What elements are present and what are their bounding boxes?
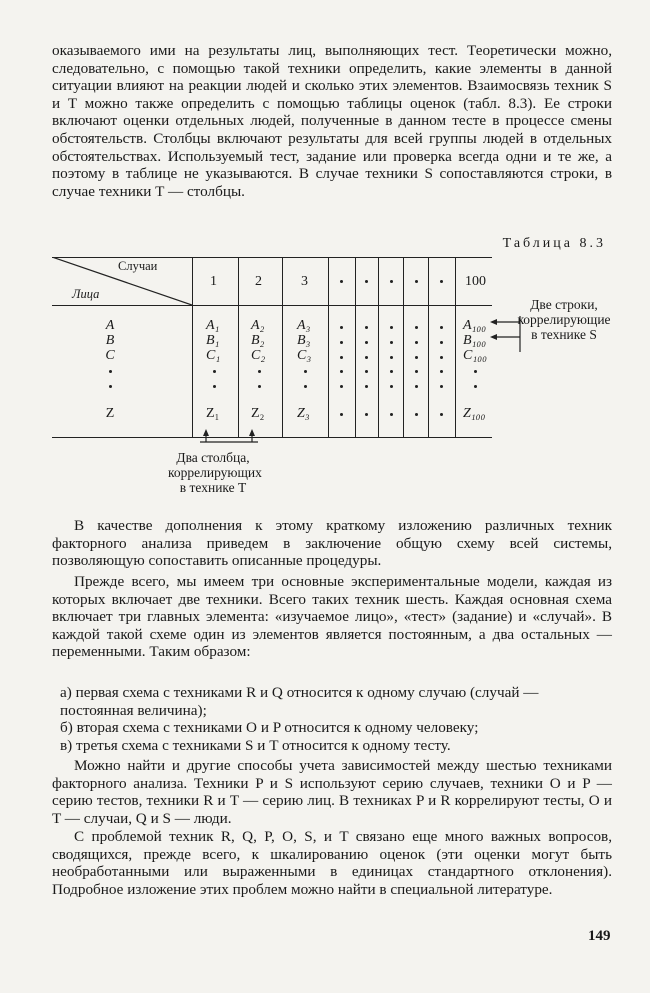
ellipsis-dot: [258, 370, 261, 373]
table-cell: B₁₀₀: [463, 333, 487, 348]
ellipsis-dot: [365, 341, 368, 344]
table-cell: B₂: [251, 333, 265, 348]
table-cell: Z₁: [206, 406, 220, 421]
ellipsis-dot: [365, 326, 368, 329]
page-number: 149: [588, 928, 611, 944]
paragraph-problems: С проблемой техник R, Q, P, O, S, и T связано еще много важных вопросов, сводящихся, прежде всего, к шкалированию оценок (эти оценки могут быть необработанными или выраженными в единицах стандартного отклонения). Подробное изложение этих проблем можно найти в специальной литературе.: [52, 828, 612, 898]
table-bottom-rule: [52, 437, 492, 438]
ellipsis-dot: [304, 385, 307, 388]
ellipsis-dot: [440, 413, 443, 416]
list-item-a: а) первая схема с техниками R и Q относится к одному случаю (случай — постоянная величина);: [60, 684, 539, 719]
column-header: 100: [465, 274, 486, 289]
ellipsis-dot: [340, 356, 343, 359]
row-label: Z: [105, 406, 115, 421]
col-divider: [282, 257, 283, 437]
ellipsis-dot: [365, 280, 368, 283]
ellipsis-dot: [390, 413, 393, 416]
table-caption: Таблица 8.3: [502, 236, 606, 251]
column-bracket-arrows: [196, 428, 266, 446]
list-item-c: в) третья схема с техниками S и T относится к одному тесту.: [60, 737, 451, 754]
ellipsis-dot: [340, 280, 343, 283]
ellipsis-dot: [340, 413, 343, 416]
ellipsis-dot: [390, 356, 393, 359]
ellipsis-dot: [415, 326, 418, 329]
row-label: C: [105, 348, 115, 363]
column-header: 3: [301, 274, 308, 289]
ellipsis-dot: [258, 385, 261, 388]
ellipsis-dot: [340, 385, 343, 388]
ellipsis-dot: [474, 385, 477, 388]
ellipsis-dot: [415, 413, 418, 416]
ellipsis-dot: [109, 385, 112, 388]
ellipsis-dot: [213, 370, 216, 373]
ellipsis-dot: [340, 341, 343, 344]
ellipsis-dot: [365, 370, 368, 373]
header-persons: Лица: [72, 287, 100, 301]
col-divider: [403, 257, 404, 437]
ellipsis-dot: [440, 326, 443, 329]
row-label: A: [105, 318, 115, 333]
table-cell: C₁₀₀: [463, 348, 487, 363]
ellipsis-dot: [440, 385, 443, 388]
table-cell: C₂: [251, 348, 266, 363]
column-header: 1: [210, 274, 217, 289]
ellipsis-dot: [109, 370, 112, 373]
col-divider: [355, 257, 356, 437]
ellipsis-dot: [365, 356, 368, 359]
col-divider: [455, 257, 456, 437]
table-cell: B₁: [206, 333, 220, 348]
table-cell: A₂: [251, 318, 265, 333]
col-divider: [328, 257, 329, 437]
ellipsis-dot: [365, 385, 368, 388]
ellipsis-dot: [365, 413, 368, 416]
ellipsis-dot: [415, 370, 418, 373]
ellipsis-dot: [390, 385, 393, 388]
table-cell: A₁: [206, 318, 220, 333]
bottom-note: Два столбца, коррелирующих в технике T: [168, 450, 262, 495]
table-cell: B₃: [297, 333, 311, 348]
ellipsis-dot: [415, 356, 418, 359]
ellipsis-dot: [415, 280, 418, 283]
ellipsis-dot: [440, 341, 443, 344]
header-cases: Случаи: [118, 259, 158, 273]
ellipsis-dot: [390, 280, 393, 283]
table-cell: C₃: [297, 348, 312, 363]
table-cell: Z₁₀₀: [463, 406, 486, 421]
col-divider: [428, 257, 429, 437]
paragraph-relations: Можно найти и другие способы учета зависимостей между шестью техниками факторного анализа. Техники P и S используют серию случаев, техники O и P — серию тестов, техники R и T — серию лиц. В техниках P и R коррелируют тесты, O и T — случаи, Q и S — люди.: [52, 757, 612, 827]
table-cell: A₃: [297, 318, 311, 333]
table-cell: C₁: [206, 348, 221, 363]
paragraph-models: Прежде всего, мы имеем три основные экспериментальные модели, каждая из которых включает две техники. Всего таких техник шесть. Каждая основная схема включает три главных элемента: «изучаемое лицо», «тест» (задание) и «случай». В каждой такой схеме один из элементов является постоянным, а два остальных — переменными. Таким образом:: [52, 573, 612, 661]
ellipsis-dot: [340, 370, 343, 373]
column-header: 2: [255, 274, 262, 289]
table-cell: Z₂: [251, 406, 265, 421]
right-note: Две строки, коррелирующие в технике S: [517, 297, 611, 342]
table-cell: Z₃: [297, 406, 310, 421]
col-divider: [238, 257, 239, 437]
ellipsis-dot: [213, 385, 216, 388]
table-cell: A₁₀₀: [463, 318, 487, 333]
row-label: B: [105, 333, 115, 348]
ellipsis-dot: [340, 326, 343, 329]
list-item-b: б) вторая схема с техниками O и P относится к одному человеку;: [60, 719, 479, 736]
paragraph-conclusion: В качестве дополнения к этому краткому изложению различных техник факторного анализа приведем в заключение общую схему всей системы, позволяющую сопоставить описанные процедуры.: [52, 517, 612, 570]
ellipsis-dot: [440, 370, 443, 373]
col-divider: [378, 257, 379, 437]
col-divider: [192, 257, 193, 437]
ellipsis-dot: [440, 280, 443, 283]
ellipsis-dot: [390, 341, 393, 344]
ellipsis-dot: [390, 326, 393, 329]
ellipsis-dot: [440, 356, 443, 359]
ellipsis-dot: [415, 385, 418, 388]
top-paragraph: оказываемого ими на результаты лиц, выполняющих тест. Теоретически можно, следовательно, с помощью такой техники определить, какие элементы в данной ситуации влияют на реакции людей и сколько этих элементов. Взаимосвязь техник S и T можно также определить с помощью таблицы оценок (табл. 8.3). Ее строки включают оценки отдельных людей, полученные в данном тесте в процессе смены обстоятельств. Столбцы включают результаты для всей группы людей в отдельных обстоятельствах. Используемый тест, задание или проверка всегда одни и те же, а поэтому в таблице не указываются. В случае техники S сопоставляются строки, в случае техники T — столбцы.: [52, 42, 612, 200]
ellipsis-dot: [415, 341, 418, 344]
ellipsis-dot: [390, 370, 393, 373]
ellipsis-dot: [474, 370, 477, 373]
ellipsis-dot: [304, 370, 307, 373]
